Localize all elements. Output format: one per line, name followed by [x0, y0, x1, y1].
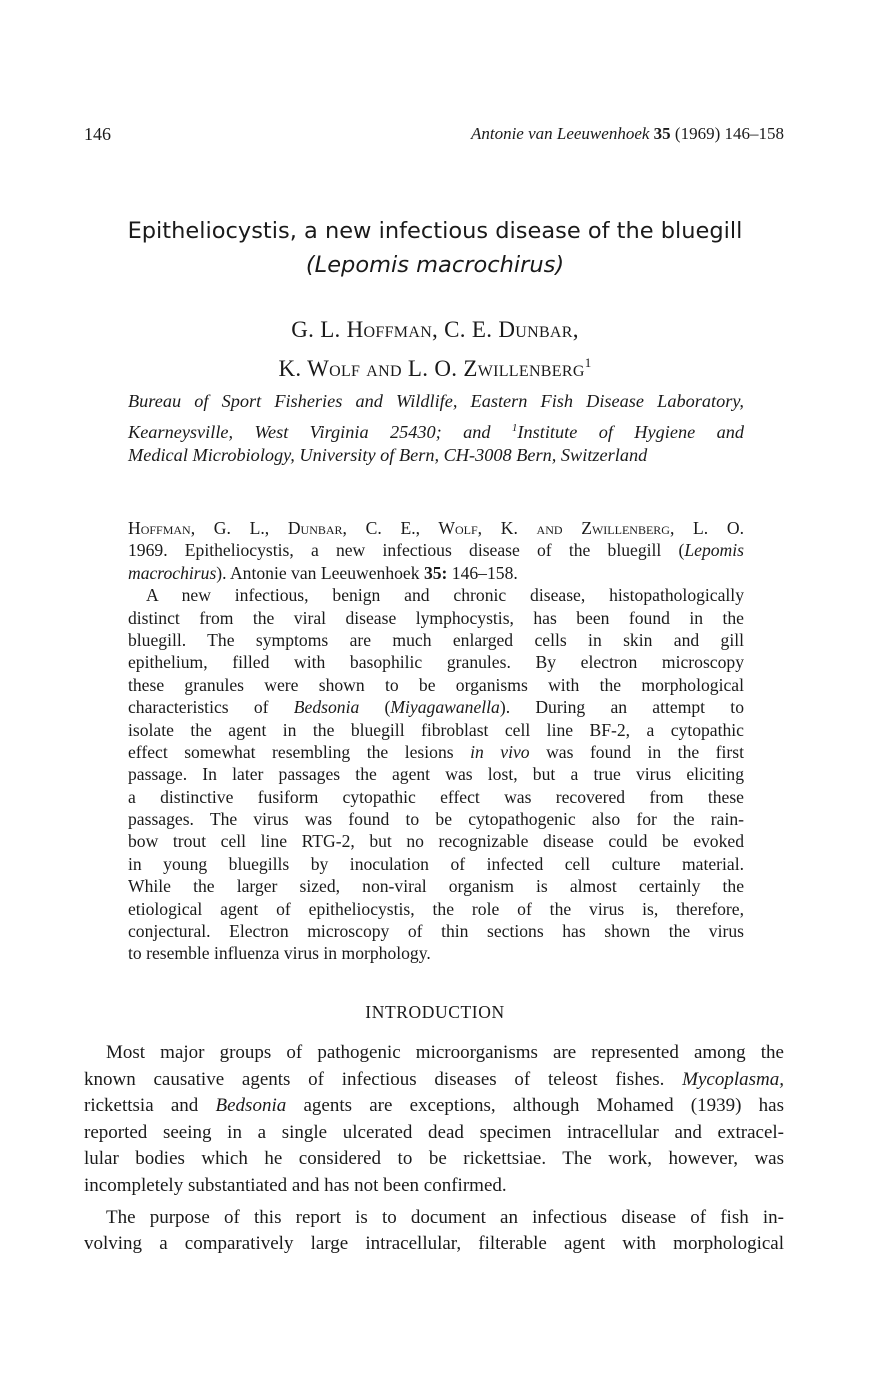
abstract-line: etiological agent of epitheliocystis, the role of the virus is, therefore, — [128, 898, 744, 919]
body-line: Most major groups of pathogenic microorganisms are represented among the — [106, 1042, 784, 1063]
author-footnote-marker: 1 — [584, 355, 592, 370]
abstract-latin-term: in vivo — [470, 741, 530, 762]
introduction-body — [84, 1040, 784, 1258]
affiliation-line: Medical Microbiology, University of Bern, CH-3008 Bern, Switzerland — [128, 445, 648, 465]
citation-pages: 146–158. — [447, 562, 518, 583]
abstract-line: passages. The virus was found to be cytopathogenic also for the rain- — [128, 809, 744, 830]
abstract-text: effect somewhat resembling the lesions — [128, 741, 471, 762]
author-list — [80, 313, 790, 385]
body-line: volving a comparatively large intracellular, filterable agent with morphological — [84, 1233, 784, 1255]
abstract-line: bow trout cell line RTG-2, but no recognizable disease could be evoked — [128, 831, 744, 852]
affiliation-line: Bureau of Sport Fisheries and Wildlife, Eastern Fish Disease Laboratory, — [128, 391, 744, 411]
abstract-text: ). During an attempt to — [499, 697, 744, 718]
affiliation-text: Institute of Hygiene and — [517, 422, 744, 442]
abstract — [128, 517, 744, 965]
authors-line-1: G. L. Hoffman, C. E. Dunbar, — [291, 317, 579, 342]
abstract-line: A new infectious, benign and chronic disease, histopathologically — [146, 585, 744, 606]
title-scientific-name: (Lepomis macrochirus) — [305, 252, 565, 278]
abstract-genus: Miyagawanella — [390, 697, 500, 718]
body-text: agents are exceptions, although Mohamed (1939) has — [286, 1095, 784, 1117]
journal-name: Antonie van Leeuwenhoek — [470, 124, 650, 143]
citation-text: 1969. Epitheliocystis, a new infectious disease of the bluegill ( — [128, 540, 685, 561]
abstract-line: a distinctive fusiform cytopathic effect was recovered from these — [128, 786, 744, 807]
body-line: reported seeing in a single ulcerated dead specimen intracellular and extracel- — [84, 1121, 784, 1143]
body-text: known causative agents of infectious diseases of teleost fishes. — [84, 1068, 683, 1090]
abstract-text: ( — [359, 697, 391, 718]
abstract-line — [128, 741, 744, 763]
affiliation — [128, 388, 744, 469]
abstract-text: was found in the first — [529, 741, 745, 762]
journal-reference — [471, 124, 784, 144]
citation-volume: 35: — [423, 562, 448, 583]
body-line: The purpose of this report is to document an infectious disease of fish in- — [106, 1206, 784, 1228]
abstract-line: conjectural. Electron microscopy of thin sections has shown the virus — [128, 921, 744, 942]
citation-text: ). Antonie van Leeuwenhoek — [216, 562, 424, 583]
authors-line-2-text: K. Wolf and L. O. Zwillenberg — [278, 356, 585, 381]
section-heading-introduction: INTRODUCTION — [365, 1002, 505, 1022]
title-main: Epitheliocystis, a new infectious disease of the bluegill — [127, 218, 743, 244]
abstract-text: characteristics of — [128, 697, 294, 718]
abstract-line: isolate the agent in the bluegill fibroblast cell line BF-2, a cytopathic — [128, 719, 744, 740]
running-header — [84, 124, 784, 148]
citation-line — [128, 562, 744, 584]
abstract-line: passage. In later passages the agent was lost, but a true virus eliciting — [128, 764, 744, 785]
abstract-line: epithelium, filled with basophilic granules. By electron microscopy — [128, 652, 744, 673]
page-number: 146 — [84, 124, 111, 144]
journal-year-pages: (1969) 146–158 — [674, 124, 784, 143]
body-genus: Bedsonia — [215, 1095, 287, 1117]
affiliation-footnote-marker: 1 — [511, 422, 518, 434]
abstract-line — [128, 696, 744, 718]
journal-volume: 35 — [653, 124, 671, 143]
authors-line-2 — [80, 346, 790, 385]
body-line — [84, 1093, 784, 1120]
abstract-genus: Bedsonia — [293, 697, 360, 718]
affiliation-line — [128, 415, 744, 442]
body-line: lular bodies which he considered to be rickettsiae. The work, however, was — [84, 1148, 784, 1170]
abstract-line: While the larger sized, non-viral organism is almost certainly the — [128, 876, 744, 897]
body-genus: Mycoplasma, — [682, 1068, 784, 1090]
affiliation-text: Kearneysville, West Virginia 25430; and — [128, 422, 512, 442]
body-line — [84, 1067, 784, 1094]
citation-species: macrochirus — [128, 562, 217, 583]
abstract-line: in young bluegills by inoculation of infected cell culture material. — [128, 853, 744, 874]
citation-line — [128, 539, 744, 561]
abstract-line: these granules were shown to be organisms with the morphological — [128, 674, 744, 695]
body-line: incompletely substantiated and has not been confirmed. — [84, 1174, 507, 1196]
abstract-line: bluegill. The symptoms are much enlarged cells in skin and gill — [128, 629, 744, 650]
citation-genus: Lepomis — [684, 540, 744, 561]
body-text: rickettsia and — [84, 1095, 216, 1117]
article-title — [60, 214, 810, 282]
abstract-line: distinct from the viral disease lymphocystis, has been found in the — [128, 607, 744, 628]
citation-authors: Hoffman, G. L., Dunbar, C. E., Wolf, K. and Zwillenberg, L. O. — [128, 518, 744, 538]
abstract-line: to resemble influenza virus in morphology. — [128, 943, 431, 964]
